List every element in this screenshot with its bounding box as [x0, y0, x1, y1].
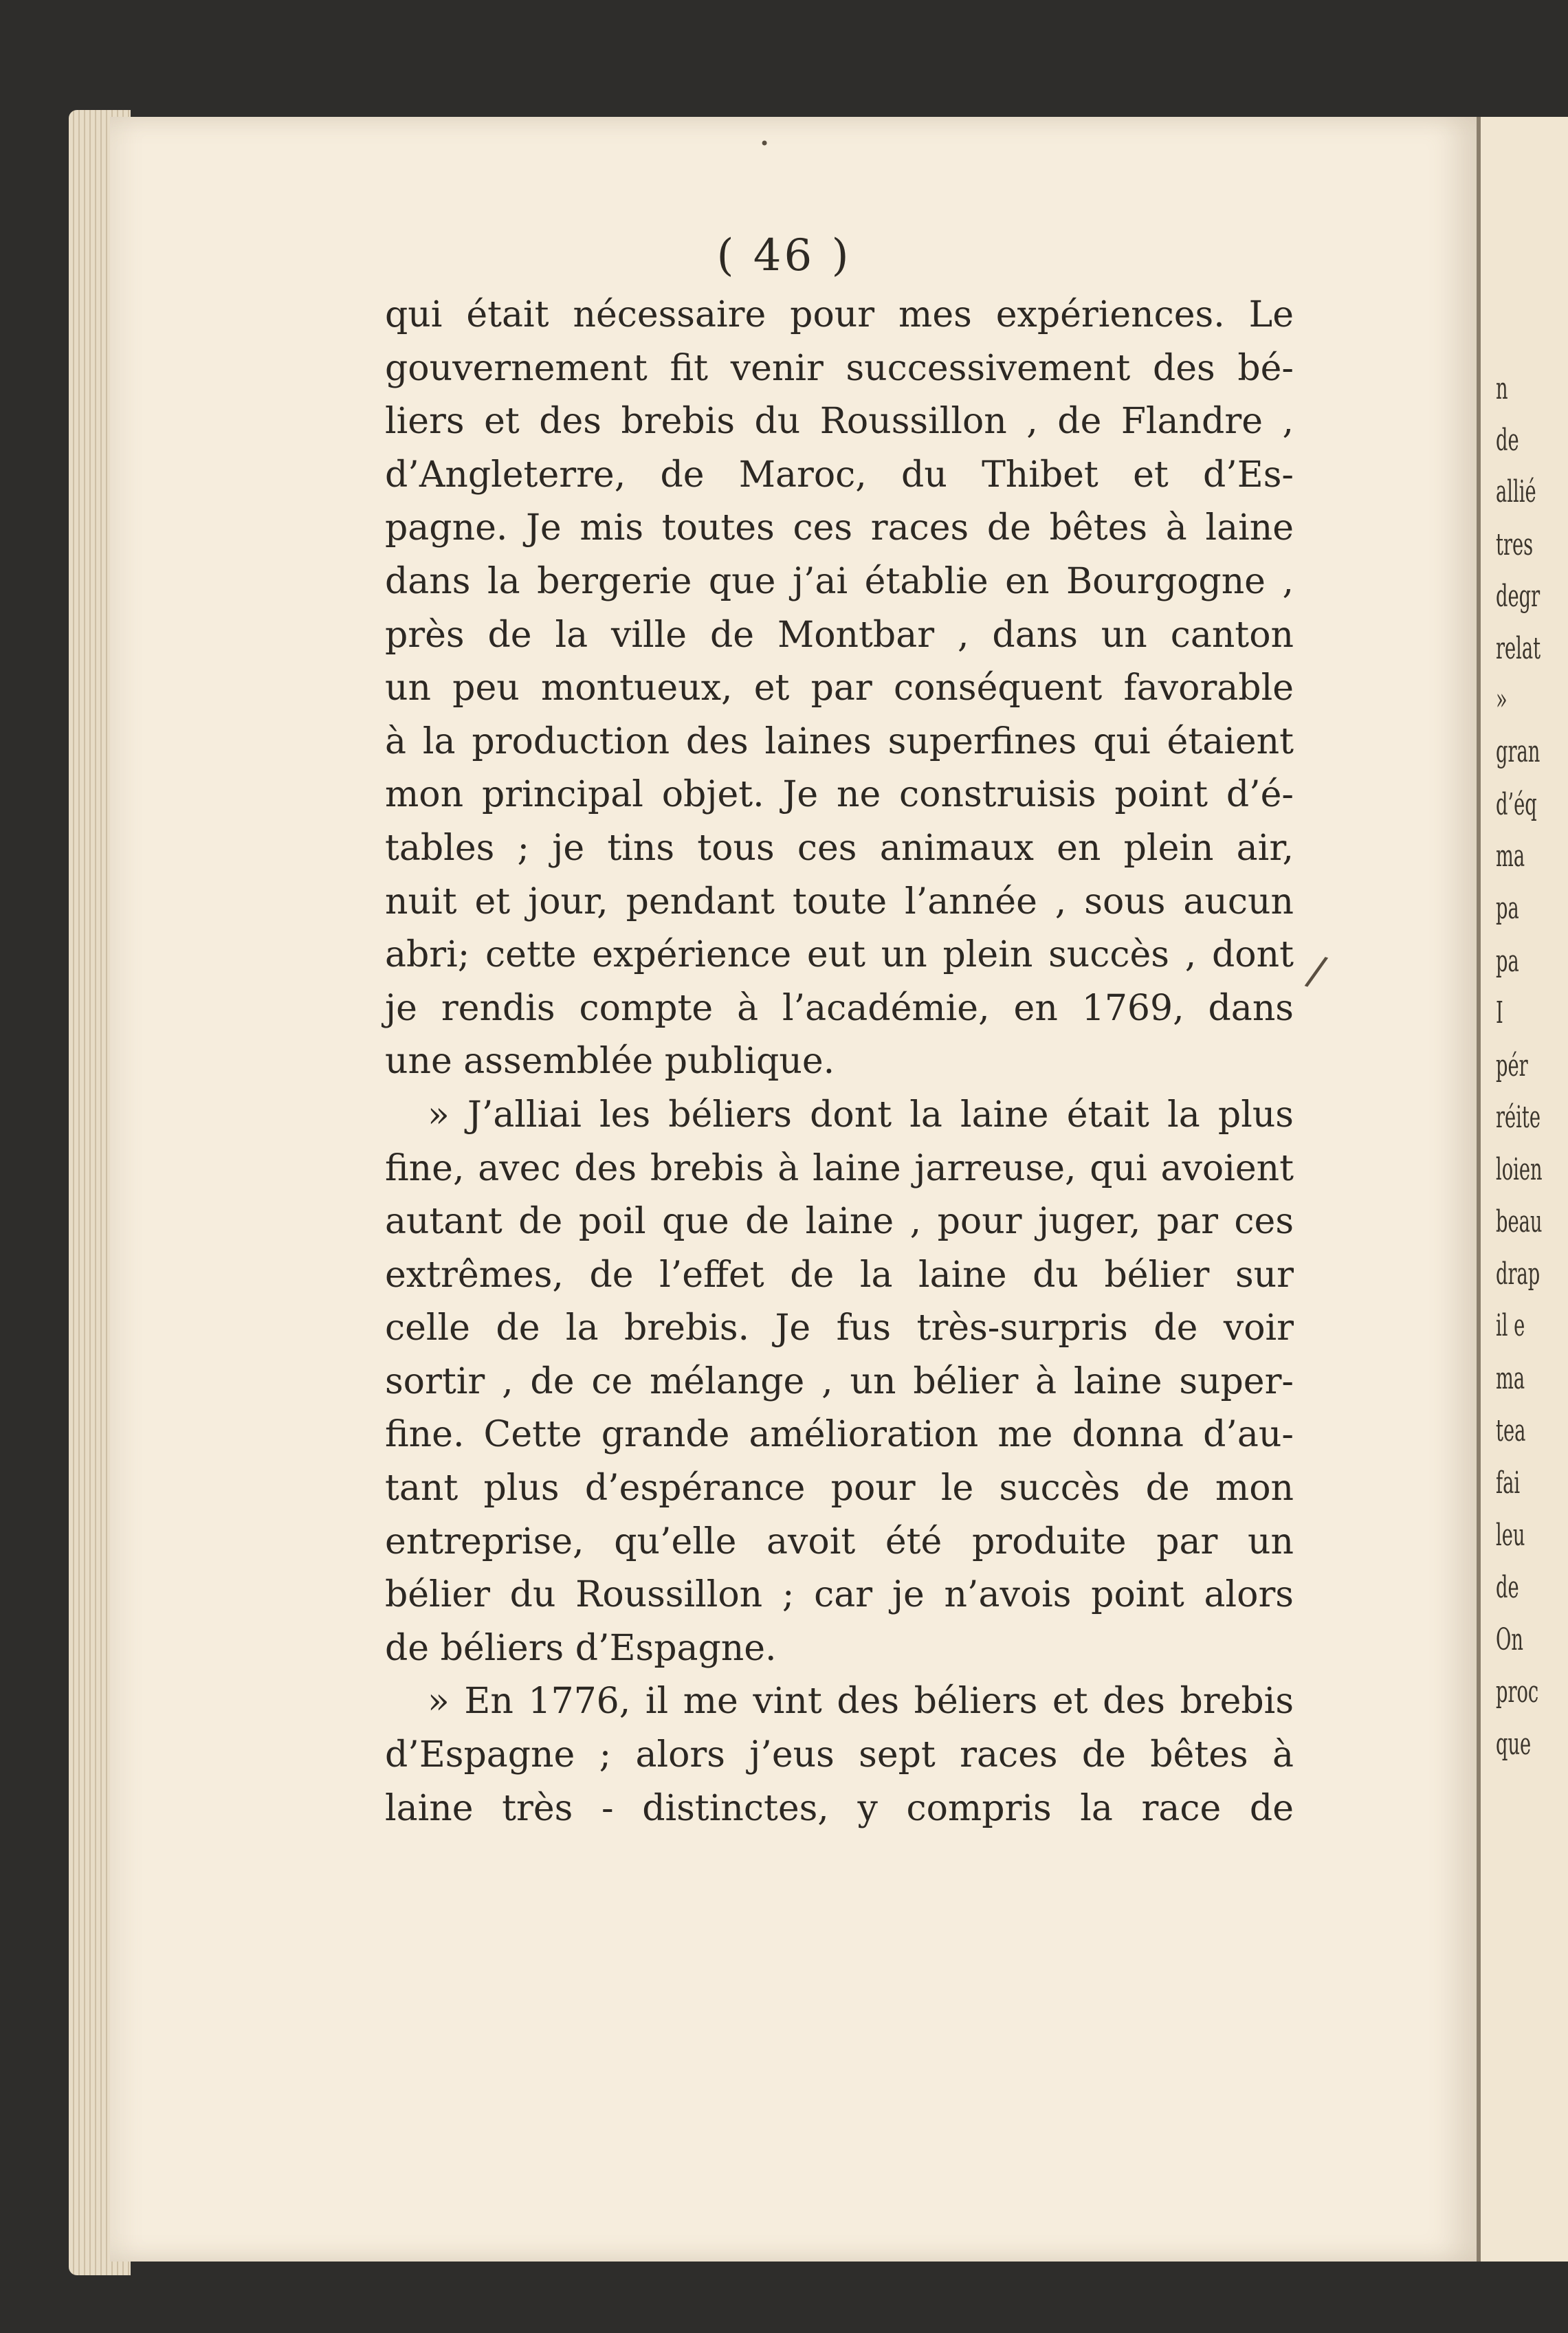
- facing-page-fragment: de: [1496, 1570, 1519, 1605]
- facing-page-fragment: d’éq: [1496, 787, 1537, 822]
- facing-page-fragment: réite: [1496, 1100, 1541, 1135]
- text-line: abri; cette expérience eut un plein succès , dont: [385, 934, 1294, 976]
- text-line: liers et des brebis du Roussillon , de Flandre ,: [385, 401, 1294, 443]
- facing-page-fragment: ma: [1496, 1361, 1525, 1396]
- text-line: » J’alliai les béliers dont la laine était la plus: [428, 1094, 1294, 1136]
- ink-dot: •: [760, 134, 770, 153]
- facing-page-fragment: relat: [1496, 631, 1541, 666]
- text-line: mon principal objet. Je ne construisis point d’é-: [385, 774, 1294, 816]
- facing-page-fragment: que: [1496, 1727, 1532, 1762]
- facing-page-fragment: On: [1496, 1622, 1523, 1657]
- pencil-mark: /: [1302, 946, 1331, 997]
- facing-page-fragment: tea: [1496, 1413, 1526, 1448]
- text-line: dans la bergerie que j’ai établie en Bourgogne ,: [385, 560, 1294, 602]
- facing-page-fragment: allié: [1496, 474, 1536, 509]
- text-line: pagne. Je mis toutes ces races de bêtes à laine: [385, 507, 1294, 549]
- text-line: de béliers d’Espagne.: [385, 1627, 777, 1669]
- text-line: qui était nécessaire pour mes expériences. Le: [385, 294, 1294, 335]
- facing-page-fragment: proc: [1496, 1674, 1539, 1710]
- text-line: bélier du Roussillon ; car je n’avois point alors: [385, 1574, 1294, 1616]
- page-number: ( 46 ): [716, 230, 852, 281]
- facing-page-fragment: drap: [1496, 1257, 1541, 1292]
- text-line: celle de la brebis. Je fus très-surpris de voir: [385, 1307, 1294, 1349]
- facing-page-fragment: beau: [1496, 1204, 1543, 1239]
- text-line: une assemblée publique.: [385, 1041, 835, 1083]
- facing-page-fragment: degr: [1496, 579, 1541, 614]
- text-line: je rendis compte à l’académie, en 1769, dans: [385, 987, 1294, 1029]
- facing-page-fragment: pér: [1496, 1048, 1528, 1083]
- text-line: d’Angleterre, de Maroc, du Thibet et d’Es-: [385, 454, 1294, 496]
- facing-page-fragment: gran: [1496, 734, 1541, 769]
- facing-page-fragment: tres: [1496, 527, 1534, 562]
- facing-page-fragment: pa: [1496, 944, 1519, 979]
- text-line: près de la ville de Montbar , dans un canton: [385, 614, 1294, 656]
- text-line: tant plus d’espérance pour le succès de mon: [385, 1468, 1294, 1510]
- text-line: un peu montueux, et par conséquent favorable: [385, 667, 1294, 709]
- facing-page-fragment: loien: [1496, 1152, 1543, 1187]
- facing-page-edge: [1477, 117, 1568, 2262]
- text-line: extrêmes, de l’effet de la laine du bélier sur: [385, 1254, 1294, 1296]
- facing-page-fragment: n: [1496, 371, 1508, 406]
- text-line: fine, avec des brebis à laine jarreuse, qui avoient: [385, 1147, 1294, 1189]
- facing-page-fragment: de: [1496, 423, 1519, 458]
- text-line: d’Espagne ; alors j’eus sept races de bêtes à: [385, 1734, 1294, 1776]
- facing-page-fragment: pa: [1496, 891, 1519, 926]
- facing-page-fragment: »: [1496, 682, 1508, 717]
- body-text: [385, 289, 1294, 1835]
- text-line: nuit et jour, pendant toute l’année , sous aucun: [385, 881, 1294, 922]
- text-line: » En 1776, il me vint des béliers et des brebis: [428, 1681, 1294, 1723]
- text-line: sortir , de ce mélange , un bélier à laine super-: [385, 1360, 1294, 1402]
- text-line: laine très - distinctes, y compris la race de: [385, 1787, 1294, 1829]
- facing-page-fragment: I: [1496, 995, 1503, 1030]
- text-line: gouvernement fit venir successivement des bé-: [385, 347, 1294, 389]
- text-line: à la production des laines superfines qui étaient: [385, 720, 1294, 762]
- text-line: autant de poil que de laine , pour juger, par ces: [385, 1201, 1294, 1243]
- facing-page-fragment: il e: [1496, 1308, 1525, 1343]
- facing-page-fragment: leu: [1496, 1518, 1525, 1553]
- facing-page-fragment: fai: [1496, 1466, 1521, 1501]
- text-line: entreprise, qu’elle avoit été produite par un: [385, 1521, 1294, 1562]
- text-line: fine. Cette grande amélioration me donna d’au-: [385, 1414, 1294, 1456]
- text-line: tables ; je tins tous ces animaux en plein air,: [385, 827, 1294, 869]
- facing-page-fragment: ma: [1496, 839, 1525, 874]
